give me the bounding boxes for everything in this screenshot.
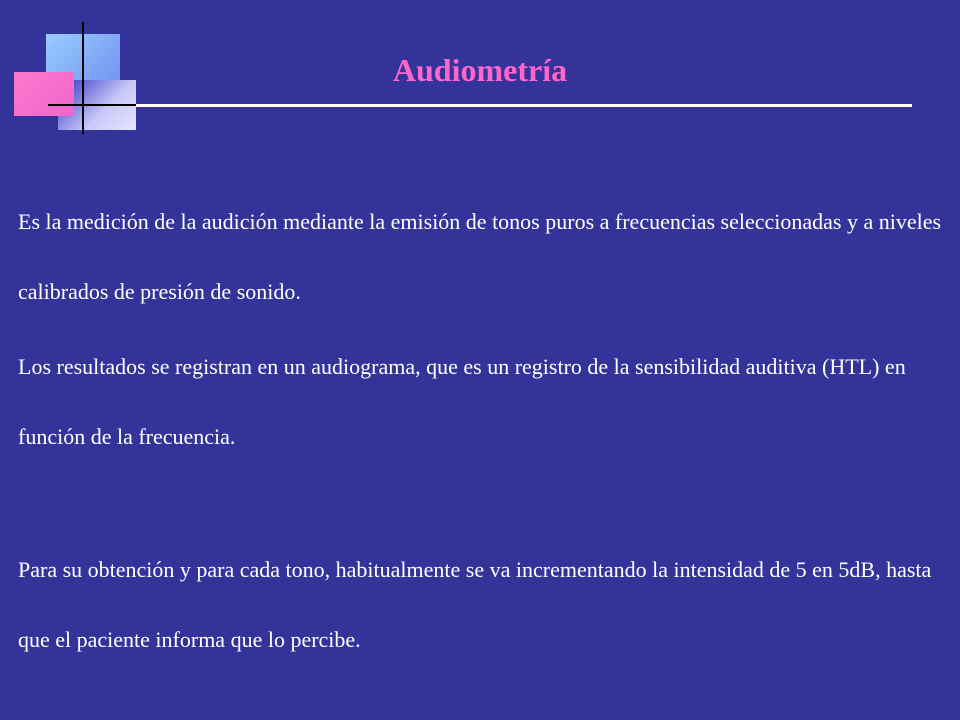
vertical-line	[82, 22, 84, 134]
horizontal-line-dark	[48, 104, 138, 106]
pink-square	[14, 72, 74, 116]
paragraph-results: Los resultados se registran en un audiograma, que es un registro de la sensibilidad auditiva (HTL) en función de la frecuencia.	[18, 354, 906, 449]
title-underline	[136, 104, 912, 107]
decorative-squares-logo	[0, 0, 140, 140]
slide-title: Audiometría	[392, 52, 568, 88]
paragraph-definition: Es la medición de la audición mediante la emisión de tonos puros a frecuencias seleccionadas y a niveles calibrados de presión de sonido.	[18, 209, 942, 304]
paragraph-procedure: Para su obtención y para cada tono, habitualmente se va incrementando la intensidad de 5 en 5dB, hasta que el paciente informa que lo percibe.	[18, 557, 932, 652]
